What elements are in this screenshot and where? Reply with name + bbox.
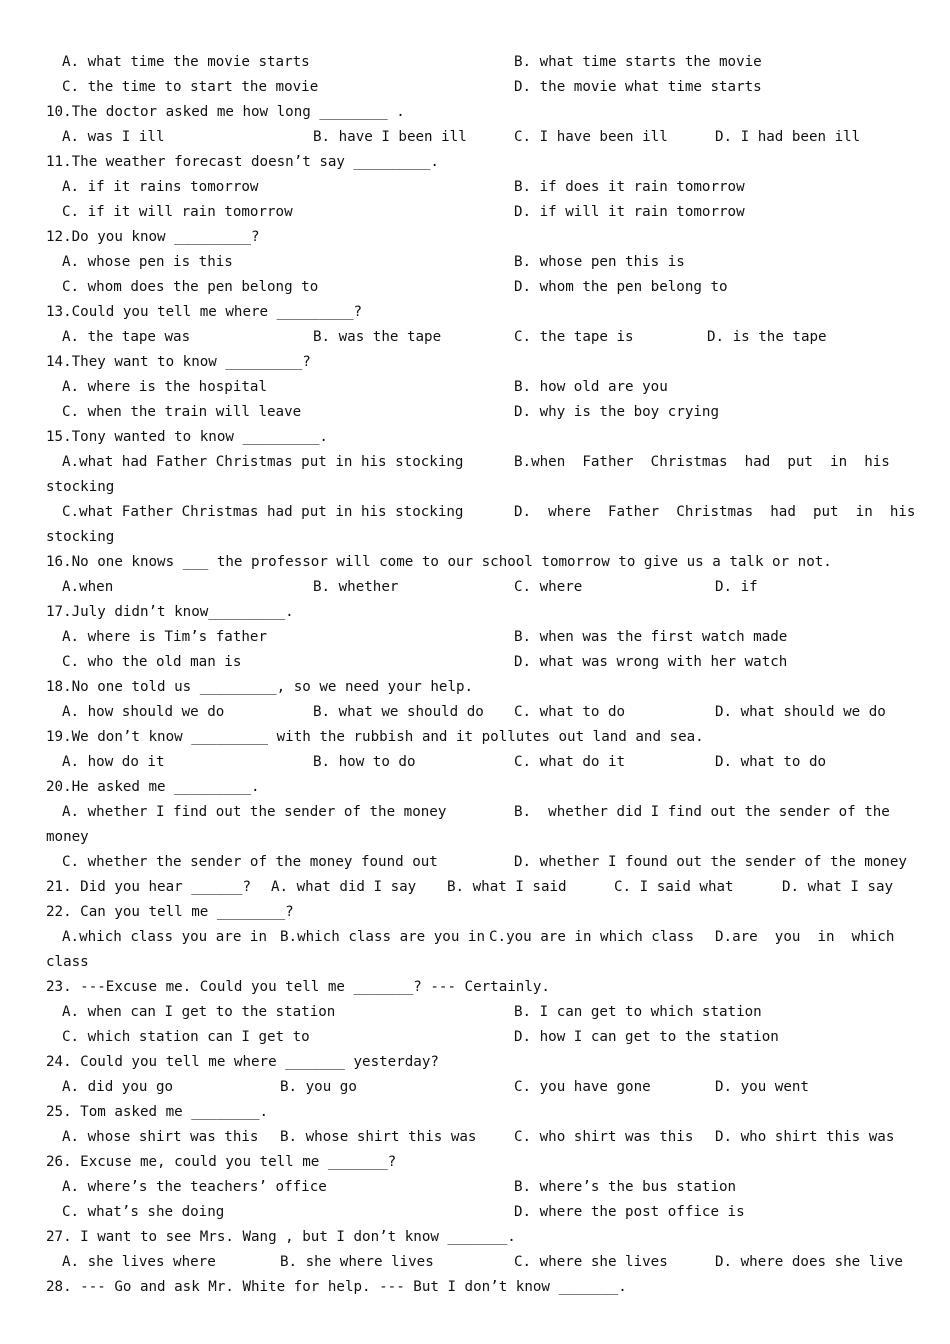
answer-option: D. whom the pen belong to <box>514 279 728 295</box>
answer-option: B. where’s the bus station <box>514 1179 737 1195</box>
answer-option: D. where does she live <box>715 1254 903 1270</box>
answer-option: B. whether did I find out the sender of the <box>514 804 890 820</box>
answer-option: A. when can I get to the station <box>62 1004 336 1020</box>
answer-option: D. where Father Christmas had put in his <box>514 504 916 520</box>
answer-option: D. I had been ill <box>715 129 861 145</box>
answer-option: C. you have gone <box>514 1079 651 1095</box>
question-text: 24. Could you tell me where _______ yesterday? <box>46 1054 439 1070</box>
answer-option: C. where she lives <box>514 1254 668 1270</box>
answer-option: A.which class you are in <box>62 929 267 945</box>
answer-option: D. why is the boy crying <box>514 404 719 420</box>
answer-option: C. what’s she doing <box>62 1204 225 1220</box>
question-text: 10.The doctor asked me how long ________ . <box>46 104 405 120</box>
answer-option: C.what Father Christmas had put in his stocking <box>62 504 464 520</box>
answer-option: class <box>46 954 89 970</box>
answer-option: stocking <box>46 479 115 495</box>
answer-option: D. if <box>715 579 758 595</box>
question-text: 11.The weather forecast doesn’t say _________. <box>46 154 439 170</box>
question-text: 22. Can you tell me ________? <box>46 904 294 920</box>
answer-option: A. was I ill <box>62 129 165 145</box>
question-text: 19.We don’t know _________ with the rubbish and it pollutes out land and sea. <box>46 729 704 745</box>
answer-option: D. who shirt this was <box>715 1129 895 1145</box>
answer-option: A.what had Father Christmas put in his stocking <box>62 454 464 470</box>
answer-option: B. was the tape <box>313 329 442 345</box>
answer-option: C. what to do <box>514 704 626 720</box>
question-text: 27. I want to see Mrs. Wang , but I don’t know _______. <box>46 1229 516 1245</box>
answer-option: B. what we should do <box>313 704 484 720</box>
question-text: 13.Could you tell me where _________? <box>46 304 363 320</box>
answer-option: B. what I said <box>447 879 567 895</box>
question-text: 14.They want to know _________? <box>46 354 311 370</box>
answer-option: A. the tape was <box>62 329 191 345</box>
question-text: 17.July didn’t know_________. <box>46 604 294 620</box>
answer-option: D. what to do <box>715 754 827 770</box>
answer-option: D. you went <box>715 1079 809 1095</box>
answer-option: B. have I been ill <box>313 129 467 145</box>
answer-option: A. whose shirt was this <box>62 1129 259 1145</box>
answer-option: A. she lives where <box>62 1254 216 1270</box>
answer-option: A. what time the movie starts <box>62 54 310 70</box>
answer-option: C. where <box>514 579 583 595</box>
answer-option: D. how I can get to the station <box>514 1029 779 1045</box>
answer-option: A. where is the hospital <box>62 379 267 395</box>
question-text: 15.Tony wanted to know _________. <box>46 429 328 445</box>
answer-option: D. the movie what time starts <box>514 79 762 95</box>
question-text: 16.No one knows ___ the professor will come to our school tomorrow to give us a talk or not. <box>46 554 832 570</box>
answer-option: C. when the train will leave <box>62 404 302 420</box>
answer-option: C. who shirt was this <box>514 1129 694 1145</box>
answer-option: B.which class are you in <box>280 929 485 945</box>
answer-option: D. what was wrong with her watch <box>514 654 788 670</box>
question-text: 18.No one told us _________, so we need your help. <box>46 679 474 695</box>
question-text: 28. --- Go and ask Mr. White for help. --- But I don’t know _______. <box>46 1279 627 1295</box>
answer-option: A. where’s the teachers’ office <box>62 1179 327 1195</box>
answer-option: A. what did I say <box>271 879 417 895</box>
answer-option: A. where is Tim’s father <box>62 629 267 645</box>
answer-option: C. I have been ill <box>514 129 668 145</box>
answer-option: A. whether I find out the sender of the money <box>62 804 447 820</box>
question-text: 23. ---Excuse me. Could you tell me _______? --- Certainly. <box>46 979 550 995</box>
answer-option: A. if it rains tomorrow <box>62 179 259 195</box>
answer-option: C.you are in which class <box>489 929 694 945</box>
question-text: 25. Tom asked me ________. <box>46 1104 269 1120</box>
answer-option: C. the tape is <box>514 329 634 345</box>
question-text: 21. Did you hear ______? <box>46 879 251 895</box>
answer-option: D. what should we do <box>715 704 886 720</box>
question-text: 20.He asked me _________. <box>46 779 260 795</box>
answer-option: B. if does it rain tomorrow <box>514 179 745 195</box>
answer-option: B. whose shirt this was <box>280 1129 477 1145</box>
answer-option: D. where the post office is <box>514 1204 745 1220</box>
answer-option: B. you go <box>280 1079 357 1095</box>
answer-option: B. I can get to which station <box>514 1004 762 1020</box>
answer-option: B. whose pen this is <box>514 254 685 270</box>
answer-option: C. who the old man is <box>62 654 242 670</box>
answer-option: D. whether I found out the sender of the money <box>514 854 907 870</box>
answer-option: A. how do it <box>62 754 165 770</box>
answer-option: A. how should we do <box>62 704 225 720</box>
answer-option: B. whether <box>313 579 399 595</box>
question-text: 26. Excuse me, could you tell me _______? <box>46 1154 397 1170</box>
question-text: 12.Do you know _________? <box>46 229 260 245</box>
answer-option: A. whose pen is this <box>62 254 233 270</box>
answer-option: C. if it will rain tomorrow <box>62 204 293 220</box>
answer-option: B. what time starts the movie <box>514 54 762 70</box>
answer-option: B. how old are you <box>514 379 668 395</box>
answer-option: D.are you in which <box>715 929 895 945</box>
answer-option: A.when <box>62 579 114 595</box>
answer-option: B.when Father Christmas had put in his <box>514 454 890 470</box>
answer-option: B. when was the first watch made <box>514 629 788 645</box>
answer-option: D. is the tape <box>707 329 827 345</box>
answer-option: C. the time to start the movie <box>62 79 319 95</box>
answer-option: C. I said what <box>614 879 734 895</box>
answer-option: B. she where lives <box>280 1254 434 1270</box>
answer-option: A. did you go <box>62 1079 174 1095</box>
answer-option: D. if will it rain tomorrow <box>514 204 745 220</box>
answer-option: C. whom does the pen belong to <box>62 279 319 295</box>
answer-option: B. how to do <box>313 754 416 770</box>
answer-option: D. what I say <box>782 879 894 895</box>
answer-option: C. which station can I get to <box>62 1029 310 1045</box>
answer-option: C. what do it <box>514 754 626 770</box>
answer-option: money <box>46 829 89 845</box>
answer-option: C. whether the sender of the money found out <box>62 854 438 870</box>
answer-option: stocking <box>46 529 115 545</box>
